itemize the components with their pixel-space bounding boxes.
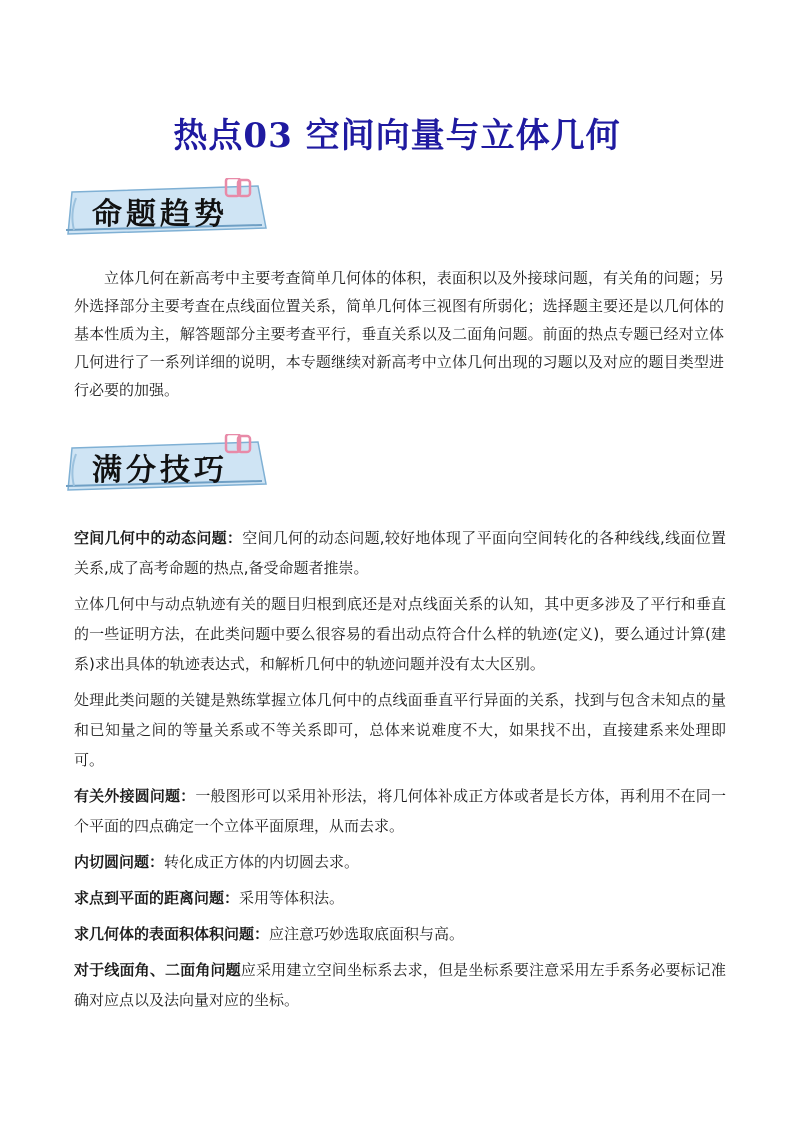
tip-text: 转化成正方体的内切圆去求。 <box>164 853 360 871</box>
page-title: 热点03 空间向量与立体几何 <box>173 116 621 156</box>
tip-item <box>74 883 726 913</box>
section-banner-trend <box>62 178 268 240</box>
tip-item <box>74 589 726 679</box>
tip-text: 应采用建立空间坐标系去求，但是坐标系要注意采用左手系务必要标记准确对应点以及法向量对应的坐标。 <box>74 961 726 1009</box>
tip-text: 空间几何的动态问题,较好地体现了平面向空间转化的各种线线,线面位置关系,成了高考命题的热点,备受命题者推崇。 <box>74 529 726 577</box>
tip-label: 空间几何中的动态问题： <box>74 529 243 547</box>
tip-item <box>74 523 726 583</box>
tip-item <box>74 781 726 841</box>
tip-item <box>74 919 726 949</box>
tip-text: 应注意巧妙选取底面积与高。 <box>269 925 465 943</box>
section-banner-tips <box>62 434 268 496</box>
section-heading: 满分技巧 <box>92 453 228 488</box>
tip-item <box>74 955 726 1015</box>
tip-text: 立体几何中与动点轨迹有关的题目归根到底还是对点线面关系的认知，其中更多涉及了平行和垂直的一些证明方法，在此类问题中要么很容易的看出动点符合什么样的轨迹(定义)，要么通过计算(建系)求出具体的轨迹表达式，和解析几何中的轨迹问题并没有太大区别。 <box>74 595 726 673</box>
tip-item <box>74 847 726 877</box>
tip-item <box>74 685 726 775</box>
tip-label: 对于线面角、二面角问题 <box>74 961 241 979</box>
tip-label: 求点到平面的距离问题： <box>74 889 240 907</box>
tip-label: 有关外接圆问题： <box>74 787 196 805</box>
tip-text: 一般图形可以采用补形法，将几何体补成正方体或者是长方体，再利用不在同一个平面的四点确定一个立体平面原理，从而去求。 <box>74 787 726 835</box>
tip-label: 内切圆问题： <box>74 853 165 871</box>
trend-paragraph: 立体几何在新高考中主要考查简单几何体的体积，表面积以及外接球问题，有关角的问题；另外选择部分主要考查在点线面位置关系，简单几何体三视图有所弱化；选择题主要还是以几何体的基本性质为主，解答题部分主要考查平行，垂直关系以及二面角问题。前面的热点专题已经对立体几何进行了一系列详细的说明，本专题继续对新高考中立体几何出现的习题以及对应的题目类型进行必要的加强。 <box>74 269 724 399</box>
tip-label: 求几何体的表面积体积问题： <box>74 925 270 943</box>
section-heading: 命题趋势 <box>92 197 228 232</box>
tip-text: 采用等体积法。 <box>239 889 345 907</box>
tips-list <box>74 523 726 1021</box>
tip-text: 处理此类问题的关键是熟练掌握立体几何中的点线面垂直平行异面的关系，找到与包含未知点的量和已知量之间的等量关系或不等关系即可，总体来说难度不大，如果找不出，直接建系来处理即可。 <box>74 691 726 769</box>
